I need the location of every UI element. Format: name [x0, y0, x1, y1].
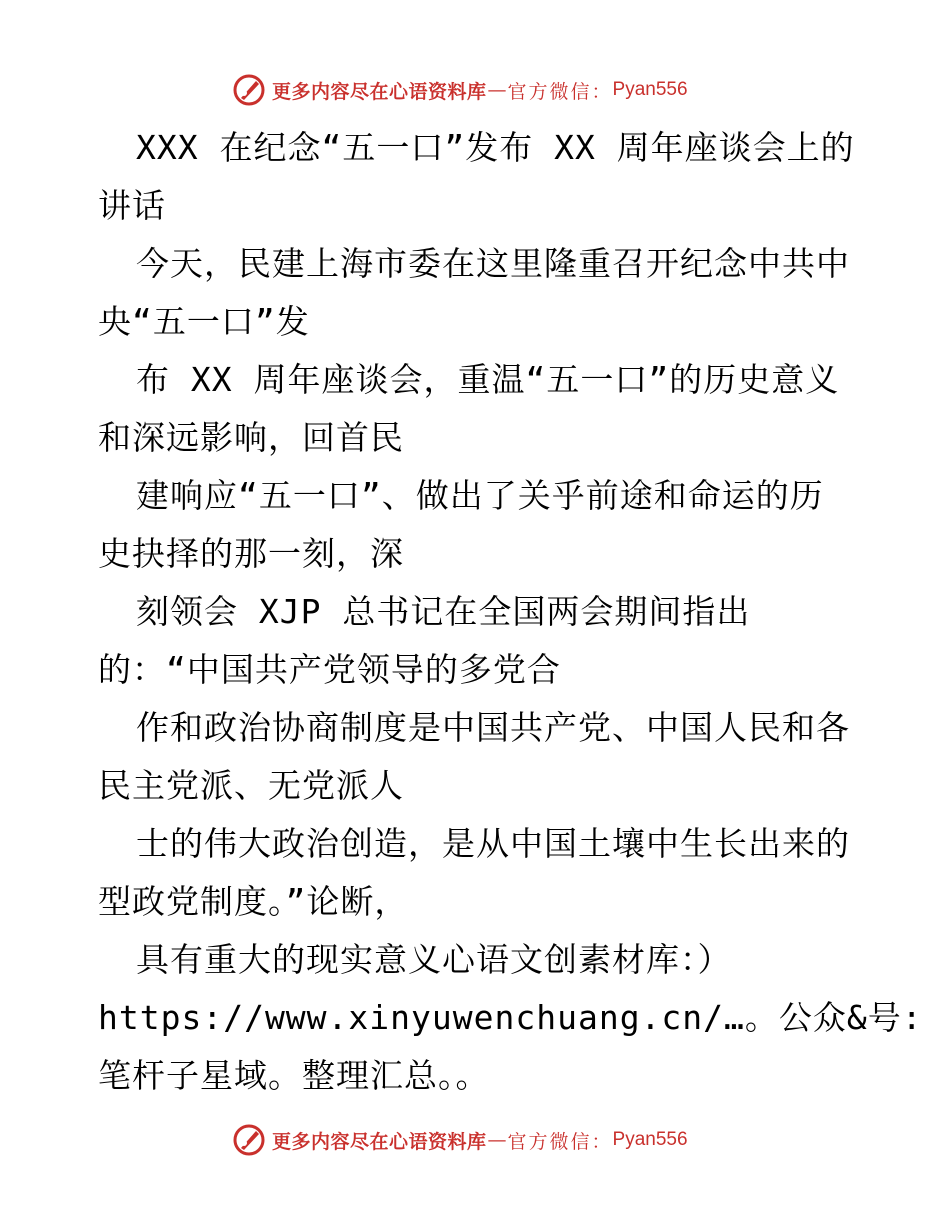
watermark-brand-text: 更多内容尽在心语资料库	[272, 80, 487, 103]
watermark-official-label: 官方微信：	[507, 80, 613, 103]
watermark-separator: —	[487, 1129, 507, 1151]
source-url-line: https://www.xinyuwenchuang.cn/…。公众&号:	[98, 998, 923, 1037]
watermark-separator: —	[487, 79, 507, 101]
paragraph-line: 今天，民建上海市委在这里隆重召开纪念中共中	[136, 244, 850, 283]
paragraph-line: 的：“中国共产党领导的多党合	[98, 650, 561, 689]
paragraph-line: 刻领会 XJP 总书记在全国两会期间指出	[136, 592, 751, 631]
paragraph-line: 具有重大的现实意义心语文创素材库：）	[136, 940, 732, 979]
paragraph-line: 建响应“五一口”、做出了关乎前途和命运的历	[136, 476, 824, 515]
watermark-brand-text: 更多内容尽在心语资料库	[272, 1130, 487, 1153]
header-watermark-banner	[232, 72, 712, 108]
paragraph-line: 作和政治协商制度是中国共产党、中国人民和各	[136, 708, 850, 747]
paragraph-line: 士的伟大政治创造，是从中国土壤中生长出来的	[136, 824, 850, 863]
paragraph-line: 和深远影响，回首民	[98, 418, 404, 457]
watermark-account: Pyan556	[612, 1129, 688, 1150]
watermark-official-label: 官方微信：	[507, 1130, 613, 1153]
document-body	[98, 119, 923, 1105]
paragraph-line: 型政党制度。”论断，	[98, 882, 409, 921]
paragraph-line: 史抉择的那一刻，深	[98, 534, 404, 573]
document-title-line-2: 讲话	[98, 186, 166, 225]
paragraph-line: 笔杆子星域。整理汇总。。	[98, 1056, 490, 1095]
watermark-account: Pyan556	[612, 79, 688, 100]
pen-logo-icon	[232, 1123, 266, 1157]
pen-logo-icon	[232, 73, 266, 107]
document-title-line-1: XXX 在纪念“五一口”发布 XX 周年座谈会上的	[136, 128, 855, 167]
footer-watermark-banner	[232, 1122, 712, 1158]
paragraph-line: 民主党派、无党派人	[98, 766, 404, 805]
paragraph-line: 央“五一口”发	[98, 302, 310, 341]
paragraph-line: 布 XX 周年座谈会，重温“五一口”的历史意义	[136, 360, 840, 399]
